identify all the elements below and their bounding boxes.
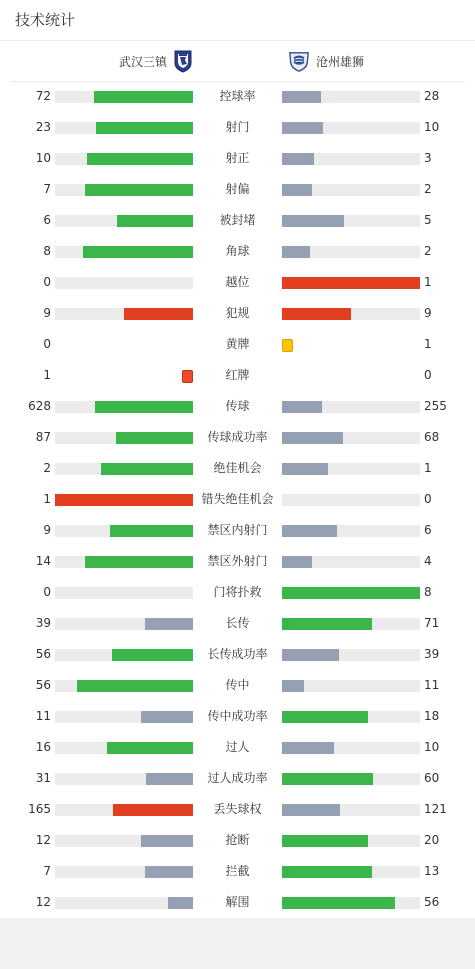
away-value: 28: [424, 89, 440, 103]
stat-row: [0, 81, 475, 112]
home-value: 8: [43, 244, 51, 258]
away-value: 3: [424, 151, 432, 165]
away-value: 10: [424, 740, 440, 754]
home-team-crest-icon: [173, 49, 193, 73]
home-bar-track: [55, 556, 193, 568]
away-bar-fill: [282, 308, 351, 320]
stat-row: [0, 887, 475, 918]
home-bar-track: [55, 866, 193, 878]
away-bar-track: [282, 494, 420, 506]
home-bar-track: [55, 587, 193, 599]
home-bar-track: [55, 680, 193, 692]
home-bar-track: [55, 835, 193, 847]
stat-row: [0, 732, 475, 763]
stat-row: [0, 174, 475, 205]
home-bar-track: [55, 618, 193, 630]
home-value: 0: [43, 275, 51, 289]
home-value: 628: [28, 399, 51, 413]
away-bar-track: [282, 525, 420, 537]
home-bar-fill: [145, 866, 193, 878]
away-value: 9: [424, 306, 432, 320]
away-team-name: 沧州雄狮: [316, 54, 365, 69]
stat-label: 错失绝佳机会: [201, 492, 274, 506]
home-bar-fill: [141, 835, 193, 847]
away-bar-track: [282, 432, 420, 444]
teams-header: [0, 41, 475, 81]
stat-row: [0, 205, 475, 236]
away-bar-track: [282, 742, 420, 754]
home-bar-fill: [117, 215, 193, 227]
away-bar-fill: [282, 401, 322, 413]
stat-label: 射门: [225, 120, 250, 134]
away-value: 18: [424, 709, 440, 723]
home-bar-track: [55, 432, 193, 444]
away-value: 6: [424, 523, 432, 537]
home-bar-fill: [85, 184, 193, 196]
stats-list: [0, 81, 475, 918]
home-value: 0: [43, 337, 51, 351]
away-value: 68: [424, 430, 440, 444]
red-card-icon: [182, 370, 193, 383]
stat-label: 控球率: [219, 89, 256, 103]
home-bar-track: [55, 215, 193, 227]
away-bar-track: [282, 215, 420, 227]
away-value: 1: [424, 275, 432, 289]
home-value: 56: [35, 647, 51, 661]
home-value: 9: [43, 306, 51, 320]
stat-row: [0, 515, 475, 546]
home-bar-fill: [94, 91, 193, 103]
home-bar-fill: [113, 804, 193, 816]
away-value: 1: [424, 337, 432, 351]
home-bar-track: [55, 463, 193, 475]
stat-label: 过人: [225, 740, 250, 754]
away-bar-track: [282, 153, 420, 165]
away-bar-track: [282, 308, 420, 320]
home-value: 7: [43, 864, 51, 878]
stat-label: 射正: [225, 151, 250, 165]
home-value: 2: [43, 461, 51, 475]
away-value: 60: [424, 771, 440, 785]
home-bar-fill: [124, 308, 193, 320]
away-value: 13: [424, 864, 440, 878]
away-bar-fill: [282, 432, 343, 444]
home-bar-track: [55, 742, 193, 754]
away-bar-fill: [282, 463, 328, 475]
away-value: 56: [424, 895, 440, 909]
away-bar-track: [282, 122, 420, 134]
home-value: 16: [35, 740, 51, 754]
away-bar-fill: [282, 277, 420, 289]
home-bar-fill: [110, 525, 193, 537]
away-value: 5: [424, 213, 432, 227]
away-bar-track: [282, 401, 420, 413]
away-bar-track: [282, 649, 420, 661]
away-value: 10: [424, 120, 440, 134]
away-team[interactable]: [288, 41, 364, 81]
away-bar-fill: [282, 835, 368, 847]
away-bar-fill: [282, 556, 312, 568]
home-bar-track: [55, 711, 193, 723]
away-value: 39: [424, 647, 440, 661]
away-bar-fill: [282, 897, 395, 909]
home-value: 56: [35, 678, 51, 692]
stat-row: [0, 298, 475, 329]
stat-row: [0, 670, 475, 701]
away-bar-track: [282, 184, 420, 196]
home-bar-track: [55, 804, 193, 816]
home-value: 23: [35, 120, 51, 134]
home-bar-fill: [107, 742, 193, 754]
stat-row: [0, 112, 475, 143]
away-bar-track: [282, 711, 420, 723]
away-bar-fill: [282, 680, 304, 692]
home-bar-fill: [141, 711, 193, 723]
away-bar-fill: [282, 711, 368, 723]
away-bar-track: [282, 618, 420, 630]
stat-row: [0, 267, 475, 298]
away-value: 255: [424, 399, 447, 413]
stat-label: 解围: [225, 895, 250, 909]
home-value: 12: [35, 895, 51, 909]
stat-label: 越位: [225, 275, 250, 289]
home-bar-fill: [77, 680, 193, 692]
away-bar-track: [282, 587, 420, 599]
home-bar-fill: [95, 401, 193, 413]
away-value: 2: [424, 182, 432, 196]
home-team-name: 武汉三镇: [118, 54, 167, 69]
away-bar-fill: [282, 649, 339, 661]
stat-label: 传球成功率: [207, 430, 268, 444]
stat-label: 长传成功率: [207, 647, 268, 661]
away-value: 121: [424, 802, 447, 816]
stat-row: [0, 546, 475, 577]
stat-label: 丢失球权: [213, 802, 262, 816]
stat-label: 角球: [225, 244, 250, 258]
home-bar-track: [55, 308, 193, 320]
away-value: 0: [424, 492, 432, 506]
home-team[interactable]: [119, 41, 193, 81]
away-bar-track: [282, 773, 420, 785]
home-bar-fill: [87, 153, 193, 165]
stat-row: [0, 763, 475, 794]
home-bar-fill: [116, 432, 193, 444]
home-bar-track: [55, 153, 193, 165]
stat-label: 长传: [225, 616, 250, 630]
home-value: 12: [35, 833, 51, 847]
yellow-card-icon: [282, 339, 293, 352]
home-bar-fill: [83, 246, 193, 258]
away-bar-track: [282, 91, 420, 103]
stat-row: [0, 236, 475, 267]
home-bar-track: [55, 494, 193, 506]
home-bar-fill: [101, 463, 193, 475]
stat-row: [0, 360, 475, 391]
away-bar-track: [282, 804, 420, 816]
stat-row: [0, 856, 475, 887]
stat-label: 传球: [225, 399, 250, 413]
home-value: 14: [35, 554, 51, 568]
stat-row: [0, 794, 475, 825]
away-value: 4: [424, 554, 432, 568]
home-value: 9: [43, 523, 51, 537]
home-bar-fill: [168, 897, 193, 909]
home-value: 39: [35, 616, 51, 630]
stat-label: 禁区内射门: [207, 523, 268, 537]
home-value: 11: [35, 709, 51, 723]
home-bar-track: [55, 122, 193, 134]
home-value: 7: [43, 182, 51, 196]
section-title: 技术统计: [15, 11, 76, 29]
away-bar-track: [282, 680, 420, 692]
away-bar-fill: [282, 184, 312, 196]
home-value: 1: [43, 368, 51, 382]
home-bar-track: [55, 897, 193, 909]
stat-label: 犯规: [225, 306, 250, 320]
away-bar-fill: [282, 246, 310, 258]
home-value: 1: [43, 492, 51, 506]
stat-label: 传中成功率: [207, 709, 268, 723]
away-bar-fill: [282, 773, 373, 785]
home-value: 87: [35, 430, 51, 444]
stat-row: [0, 577, 475, 608]
away-value: 8: [424, 585, 432, 599]
stat-row: [0, 453, 475, 484]
home-bar-fill: [55, 494, 193, 506]
home-value: 31: [35, 771, 51, 785]
stat-row: [0, 825, 475, 856]
stat-label: 绝佳机会: [213, 461, 262, 475]
away-bar-track: [282, 835, 420, 847]
away-bar-track: [282, 866, 420, 878]
away-value: 20: [424, 833, 440, 847]
away-bar-fill: [282, 587, 420, 599]
stat-label: 拦截: [225, 864, 250, 878]
away-bar-fill: [282, 618, 372, 630]
stat-row: [0, 329, 475, 360]
away-bar-track: [282, 246, 420, 258]
home-value: 165: [28, 802, 51, 816]
home-bar-track: [55, 246, 193, 258]
stat-label: 抢断: [225, 833, 250, 847]
away-bar-track: [282, 897, 420, 909]
away-bar-fill: [282, 804, 340, 816]
stat-row: [0, 639, 475, 670]
home-value: 72: [35, 89, 51, 103]
stat-row: [0, 608, 475, 639]
stat-label: 过人成功率: [207, 771, 268, 785]
home-bar-track: [55, 401, 193, 413]
stat-row: [0, 143, 475, 174]
away-bar-track: [282, 463, 420, 475]
home-bar-fill: [85, 556, 193, 568]
away-value: 71: [424, 616, 440, 630]
stat-row: [0, 391, 475, 422]
away-bar-fill: [282, 866, 372, 878]
away-bar-fill: [282, 122, 323, 134]
away-team-crest-icon: [288, 50, 310, 72]
home-bar-fill: [146, 773, 193, 785]
away-bar-fill: [282, 153, 314, 165]
away-value: 11: [424, 678, 440, 692]
stat-label: 黄牌: [225, 337, 250, 351]
home-value: 6: [43, 213, 51, 227]
away-bar-fill: [282, 742, 334, 754]
stat-label: 禁区外射门: [207, 554, 268, 568]
home-bar-track: [55, 773, 193, 785]
away-bar-track: [282, 556, 420, 568]
home-bar-fill: [145, 618, 193, 630]
stat-label: 红牌: [225, 368, 250, 382]
stat-label: 门将扑救: [213, 585, 262, 599]
home-bar-fill: [96, 122, 193, 134]
home-value: 10: [35, 151, 51, 165]
away-value: 0: [424, 368, 432, 382]
away-value: 2: [424, 244, 432, 258]
away-bar-fill: [282, 91, 321, 103]
home-bar-track: [55, 277, 193, 289]
away-bar-fill: [282, 525, 337, 537]
home-bar-track: [55, 91, 193, 103]
home-bar-track: [55, 525, 193, 537]
away-bar-track: [282, 277, 420, 289]
stat-row: [0, 422, 475, 453]
stat-row: [0, 484, 475, 515]
home-value: 0: [43, 585, 51, 599]
away-bar-fill: [282, 215, 344, 227]
home-bar-track: [55, 184, 193, 196]
away-value: 1: [424, 461, 432, 475]
stat-row: [0, 701, 475, 732]
stat-label: 被封堵: [219, 213, 256, 227]
stat-label: 传中: [225, 678, 250, 692]
home-bar-track: [55, 649, 193, 661]
stat-label: 射偏: [225, 182, 250, 196]
home-bar-fill: [112, 649, 193, 661]
